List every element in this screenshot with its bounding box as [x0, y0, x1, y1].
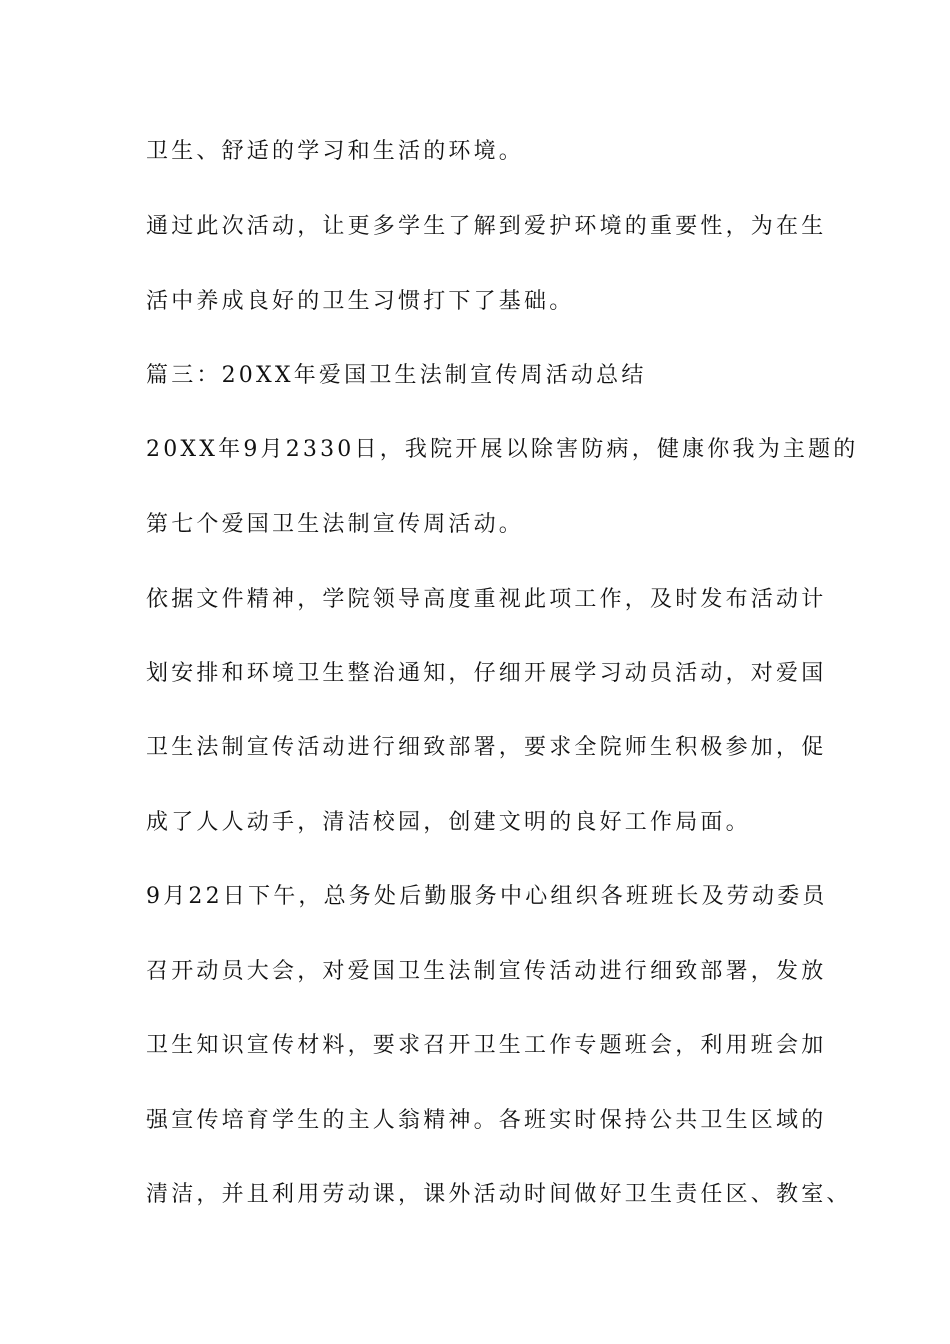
text-line: 20XX年9月2330日，我院开展以除害防病，健康你我为主题的 — [146, 437, 859, 462]
text-line: 卫生、舒适的学习和生活的环境。 — [146, 139, 525, 164]
text-line: 通过此次活动，让更多学生了解到爱护环境的重要性，为在生 — [146, 214, 827, 239]
section-heading: 篇三：20XX年爱国卫生法制宣传周活动总结 — [146, 363, 647, 388]
text-line: 9月22日下午，总务处后勤服务中心组织各班班长及劳动委员 — [146, 884, 828, 909]
text-line: 活中养成良好的卫生习惯打下了基础。 — [146, 289, 575, 314]
text-line: 第七个爱国卫生法制宣传周活动。 — [146, 512, 525, 537]
text-line: 划安排和环境卫生整治通知，仔细开展学习动员活动，对爱国 — [146, 661, 827, 686]
text-line: 成了人人动手，清洁校园，创建文明的良好工作局面。 — [146, 810, 751, 835]
text-line: 清洁，并且利用劳动课，课外活动时间做好卫生责任区、教室、 — [146, 1182, 852, 1207]
text-line: 强宣传培育学生的主人翁精神。各班实时保持公共卫生区域的 — [146, 1108, 827, 1133]
text-line: 召开动员大会，对爱国卫生法制宣传活动进行细致部署，发放 — [146, 959, 827, 984]
text-line: 卫生法制宣传活动进行细致部署，要求全院师生积极参加，促 — [146, 735, 827, 760]
text-line: 依据文件精神，学院领导高度重视此项工作，及时发布活动计 — [146, 587, 827, 612]
text-line: 卫生知识宣传材料，要求召开卫生工作专题班会，利用班会加 — [146, 1033, 827, 1058]
